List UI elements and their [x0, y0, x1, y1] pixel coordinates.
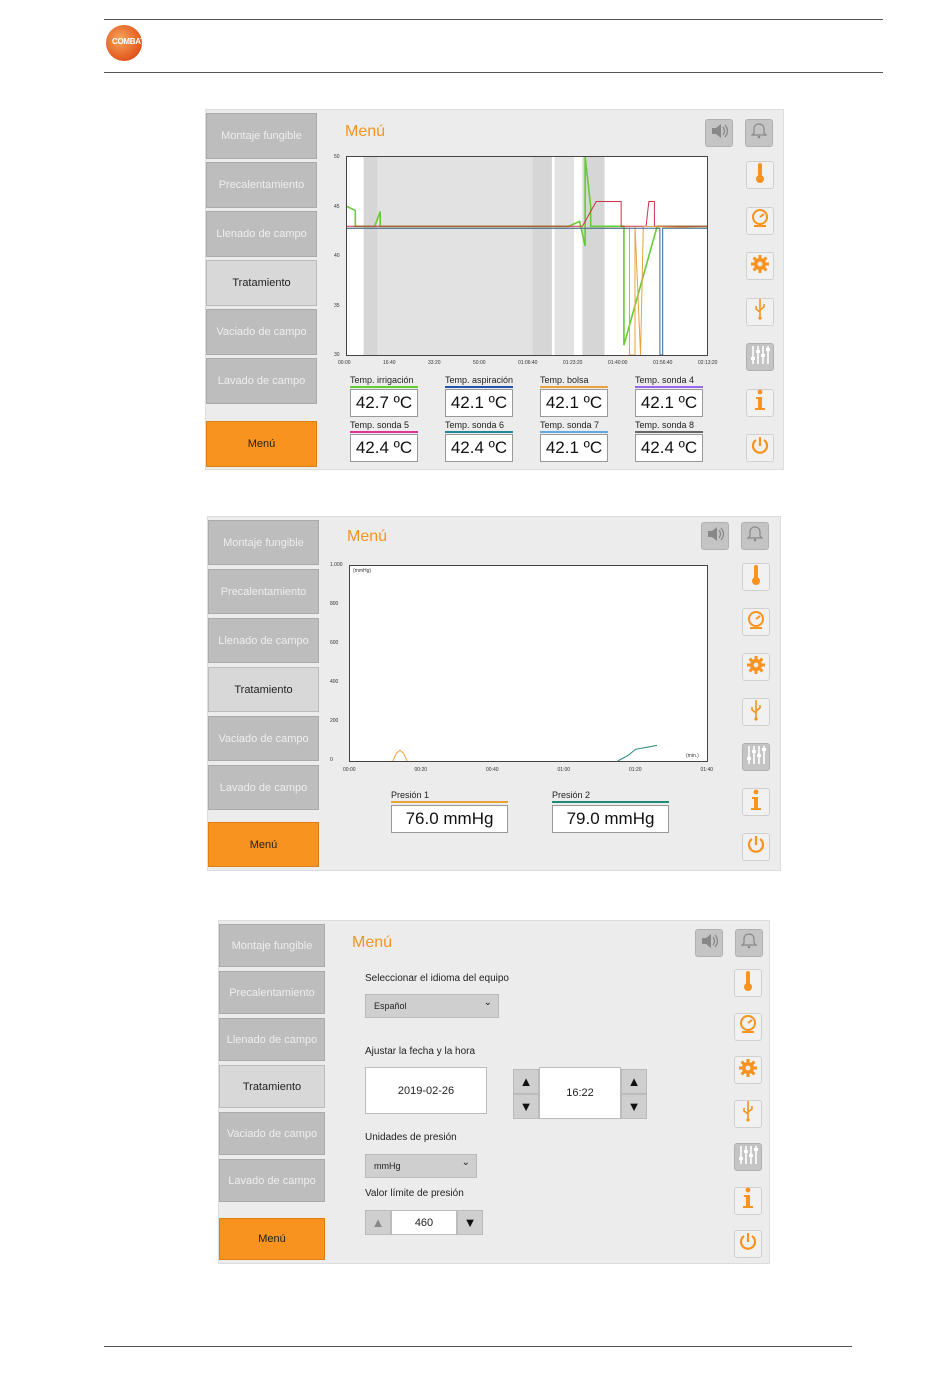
menu-button[interactable]: Menú [208, 822, 319, 867]
info-button[interactable] [734, 1187, 762, 1215]
temp-value: 42.1 ºC [540, 434, 608, 462]
y-tick-label: 400 [330, 679, 339, 685]
time-field[interactable]: 16:22 [539, 1067, 621, 1119]
header-bottom-rule [104, 72, 883, 73]
x-tick-label: 01:20 [629, 767, 642, 773]
temp-color-line [635, 431, 703, 433]
pressure-units-label: Unidades de presión [365, 1132, 457, 1143]
gear-button[interactable] [742, 653, 770, 681]
nav-button-vaciado-de-campo[interactable]: Vaciado de campo [219, 1112, 325, 1155]
pressure-color-line [552, 801, 669, 803]
gear-button[interactable] [746, 252, 774, 280]
screen-settings [218, 920, 770, 1264]
power-button[interactable] [742, 833, 770, 861]
x-tick-label: 02:13:20 [698, 360, 718, 366]
alarm-button[interactable] [745, 119, 773, 147]
nav-button-precalentamiento[interactable]: Precalentamiento [206, 162, 317, 208]
gear-button[interactable] [734, 1056, 762, 1084]
nav-button-tratamiento[interactable]: Tratamiento [208, 667, 319, 712]
x-tick-label: 01:00 [557, 767, 571, 773]
series-line [393, 750, 407, 761]
temp-label: Temp. sonda 8 [635, 420, 695, 430]
nav-button-montaje-fungible[interactable]: Montaje fungible [206, 113, 317, 159]
language-value: Español [374, 1001, 407, 1011]
nav-button-tratamiento[interactable]: Tratamiento [219, 1065, 325, 1108]
temp-color-line [445, 431, 513, 433]
nav-button-vaciado-de-campo[interactable]: Vaciado de campo [208, 716, 319, 761]
temperature-chart-svg [347, 157, 707, 355]
shaded-region [555, 157, 574, 355]
x-tick-label: 00:00 [343, 767, 356, 773]
y-tick-label: 40 [334, 253, 340, 259]
page-title: Menú [345, 123, 386, 140]
temp-label: Temp. sonda 4 [635, 375, 695, 385]
y-tick-label: 45 [334, 203, 340, 210]
x-unit-label: (min.) [686, 753, 699, 759]
pressure-color-line [391, 801, 508, 803]
nav-button-lavado-de-campo[interactable]: Lavado de campo [206, 358, 317, 404]
nav-button-montaje-fungible[interactable]: Montaje fungible [219, 924, 325, 967]
temp-label: Temp. bolsa [540, 375, 589, 385]
speaker-icon [700, 933, 718, 954]
temp-label: Temp. sonda 7 [540, 420, 600, 430]
nav-button-llenado-de-campo[interactable]: Llenado de campo [208, 618, 319, 663]
temp-value: 42.4 ºC [350, 434, 418, 462]
gauge-icon [746, 610, 766, 635]
usb-icon [741, 1100, 755, 1127]
usb-button[interactable] [742, 698, 770, 726]
pressure-chart [349, 565, 708, 762]
thermometer-icon [741, 970, 755, 997]
temp-value: 42.1 ºC [445, 389, 513, 417]
info-icon [741, 1187, 755, 1214]
usb-icon [753, 298, 767, 325]
y-tick-label: 50 [334, 154, 340, 160]
datetime-label: Ajustar la fecha y la hora [365, 1046, 476, 1057]
minute-down-button[interactable]: ▼ [621, 1094, 647, 1119]
x-tick-label: 01:40:00 [608, 360, 628, 366]
temp-value: 42.4 ºC [445, 434, 513, 462]
shaded-region [377, 157, 532, 355]
gear-icon [746, 655, 766, 680]
chevron-down-icon: ⌄ [483, 997, 492, 1008]
power-button[interactable] [746, 434, 774, 462]
gauge-button[interactable] [746, 207, 774, 235]
pressure-units-value: mmHg [374, 1161, 401, 1171]
y-tick-label: 1.000 [330, 562, 343, 568]
sliders-button[interactable] [746, 343, 774, 371]
limit-down-button[interactable]: ▼ [457, 1210, 483, 1235]
nav-button-precalentamiento[interactable]: Precalentamiento [219, 971, 325, 1014]
x-tick-label: 01:56:40 [653, 360, 673, 366]
temp-value: 42.1 ºC [540, 389, 608, 417]
temp-value: 42.7 ºC [350, 389, 418, 417]
limit-up-button[interactable]: ▲ [365, 1210, 391, 1235]
thermometer-button[interactable] [746, 161, 774, 189]
temp-color-line [635, 386, 703, 388]
temperature-chart [346, 156, 708, 356]
y-tick-label: 30 [334, 352, 340, 358]
power-icon [738, 1232, 758, 1257]
footer-rule [104, 1346, 852, 1347]
nav-button-lavado-de-campo[interactable]: Lavado de campo [208, 765, 319, 810]
gear-icon [750, 254, 770, 279]
gauge-icon [750, 208, 770, 233]
pressure-chart-svg [350, 566, 707, 761]
nav-button-vaciado-de-campo[interactable]: Vaciado de campo [206, 309, 317, 355]
speaker-icon [710, 123, 728, 144]
series-line [618, 745, 657, 761]
page-title: Menú [347, 528, 388, 545]
power-icon [746, 835, 766, 860]
sliders-icon [737, 1145, 759, 1170]
header-top-rule [104, 19, 883, 20]
x-tick-label: 01:06:40 [518, 360, 538, 366]
bell-icon [747, 526, 763, 547]
language-label: Seleccionar el idioma del equipo [365, 973, 509, 984]
thermometer-button[interactable] [742, 563, 770, 591]
power-button[interactable] [734, 1230, 762, 1258]
menu-button[interactable]: Menú [219, 1218, 325, 1260]
shaded-region [364, 157, 378, 355]
temp-label: Temp. sonda 5 [350, 420, 410, 430]
company-logo [106, 25, 156, 61]
thermometer-icon [753, 162, 767, 189]
nav-button-precalentamiento[interactable]: Precalentamiento [208, 569, 319, 614]
language-select[interactable] [365, 994, 499, 1018]
speaker-icon [706, 526, 724, 547]
menu-button[interactable]: Menú [206, 421, 317, 467]
info-icon [749, 789, 763, 816]
gear-icon [738, 1058, 758, 1083]
y-tick-label: 0 [330, 757, 333, 763]
pressure-limit-field[interactable]: 460 [391, 1210, 457, 1235]
temp-value: 42.1 ºC [635, 389, 703, 417]
temp-label: Temp. sonda 6 [445, 420, 505, 430]
hour-down-button[interactable]: ▼ [513, 1094, 539, 1119]
pressure-label: Presión 1 [391, 790, 430, 800]
usb-button[interactable] [734, 1100, 762, 1128]
nav-button-montaje-fungible[interactable]: Montaje fungible [208, 520, 319, 565]
x-tick-label: 33:20 [428, 360, 441, 366]
temp-value: 42.4 ºC [635, 434, 703, 462]
temp-label: Temp. irrigación [350, 375, 414, 385]
x-tick-label: 50:00 [473, 360, 486, 366]
sound-button[interactable] [701, 522, 729, 550]
alarm-button[interactable] [741, 522, 769, 550]
pressure-label: Presión 2 [552, 790, 591, 800]
nav-button-llenado-de-campo[interactable]: Llenado de campo [206, 211, 317, 257]
temp-color-line [540, 386, 608, 388]
sliders-icon [745, 745, 767, 770]
date-field[interactable]: 2019-02-26 [365, 1067, 487, 1114]
gauge-icon [738, 1014, 758, 1039]
gauge-button[interactable] [734, 1013, 762, 1041]
y-tick-label: 200 [330, 718, 339, 724]
nav-button-llenado-de-campo[interactable]: Llenado de campo [219, 1018, 325, 1061]
gauge-button[interactable] [742, 608, 770, 636]
screen-temperature [205, 109, 784, 470]
x-tick-label: 16:40 [383, 360, 396, 366]
pressure-value: 79.0 mmHg [552, 805, 669, 833]
sliders-button[interactable] [742, 743, 770, 771]
info-button[interactable] [746, 389, 774, 417]
chevron-down-icon: ⌄ [461, 1157, 470, 1168]
bell-icon [751, 123, 767, 144]
temp-color-line [350, 386, 418, 388]
temp-color-line [445, 386, 513, 388]
sliders-icon [749, 345, 771, 370]
y-tick-label: 600 [330, 640, 339, 646]
screen-pressure [207, 516, 781, 871]
info-button[interactable] [742, 788, 770, 816]
x-tick-label: 00:40 [486, 767, 499, 773]
alarm-button[interactable] [735, 929, 763, 957]
info-icon [753, 389, 767, 416]
sound-button[interactable] [695, 929, 723, 957]
temp-label: Temp. aspiración [445, 375, 514, 385]
page-title: Menú [352, 934, 393, 951]
usb-icon [749, 699, 763, 726]
y-unit-label: (mmHg) [353, 568, 372, 574]
usb-button[interactable] [746, 298, 774, 326]
thermometer-icon [749, 564, 763, 591]
sliders-button[interactable] [734, 1143, 762, 1171]
x-tick-label: 00:20 [414, 767, 428, 773]
shaded-region [533, 157, 552, 355]
pressure-units-select[interactable] [365, 1154, 477, 1178]
power-icon [750, 436, 770, 461]
minute-up-button[interactable]: ▲ [621, 1069, 647, 1094]
pressure-limit-label: Valor límite de presión [365, 1188, 464, 1199]
y-tick-label: 35 [334, 302, 340, 309]
y-tick-label: 800 [330, 601, 339, 607]
temp-color-line [540, 431, 608, 433]
bell-icon [741, 933, 757, 954]
x-tick-label: 01:23:20 [563, 360, 583, 366]
sound-button[interactable] [705, 119, 733, 147]
temp-color-line [350, 431, 418, 433]
logo-text: COMBAT [112, 37, 145, 46]
hour-up-button[interactable]: ▲ [513, 1069, 539, 1094]
nav-button-tratamiento[interactable]: Tratamiento [206, 260, 317, 306]
x-tick-label: 00:00 [338, 360, 351, 366]
x-tick-label: 01:40 [700, 767, 714, 773]
thermometer-button[interactable] [734, 969, 762, 997]
nav-button-lavado-de-campo[interactable]: Lavado de campo [219, 1159, 325, 1202]
pressure-value: 76.0 mmHg [391, 805, 508, 833]
